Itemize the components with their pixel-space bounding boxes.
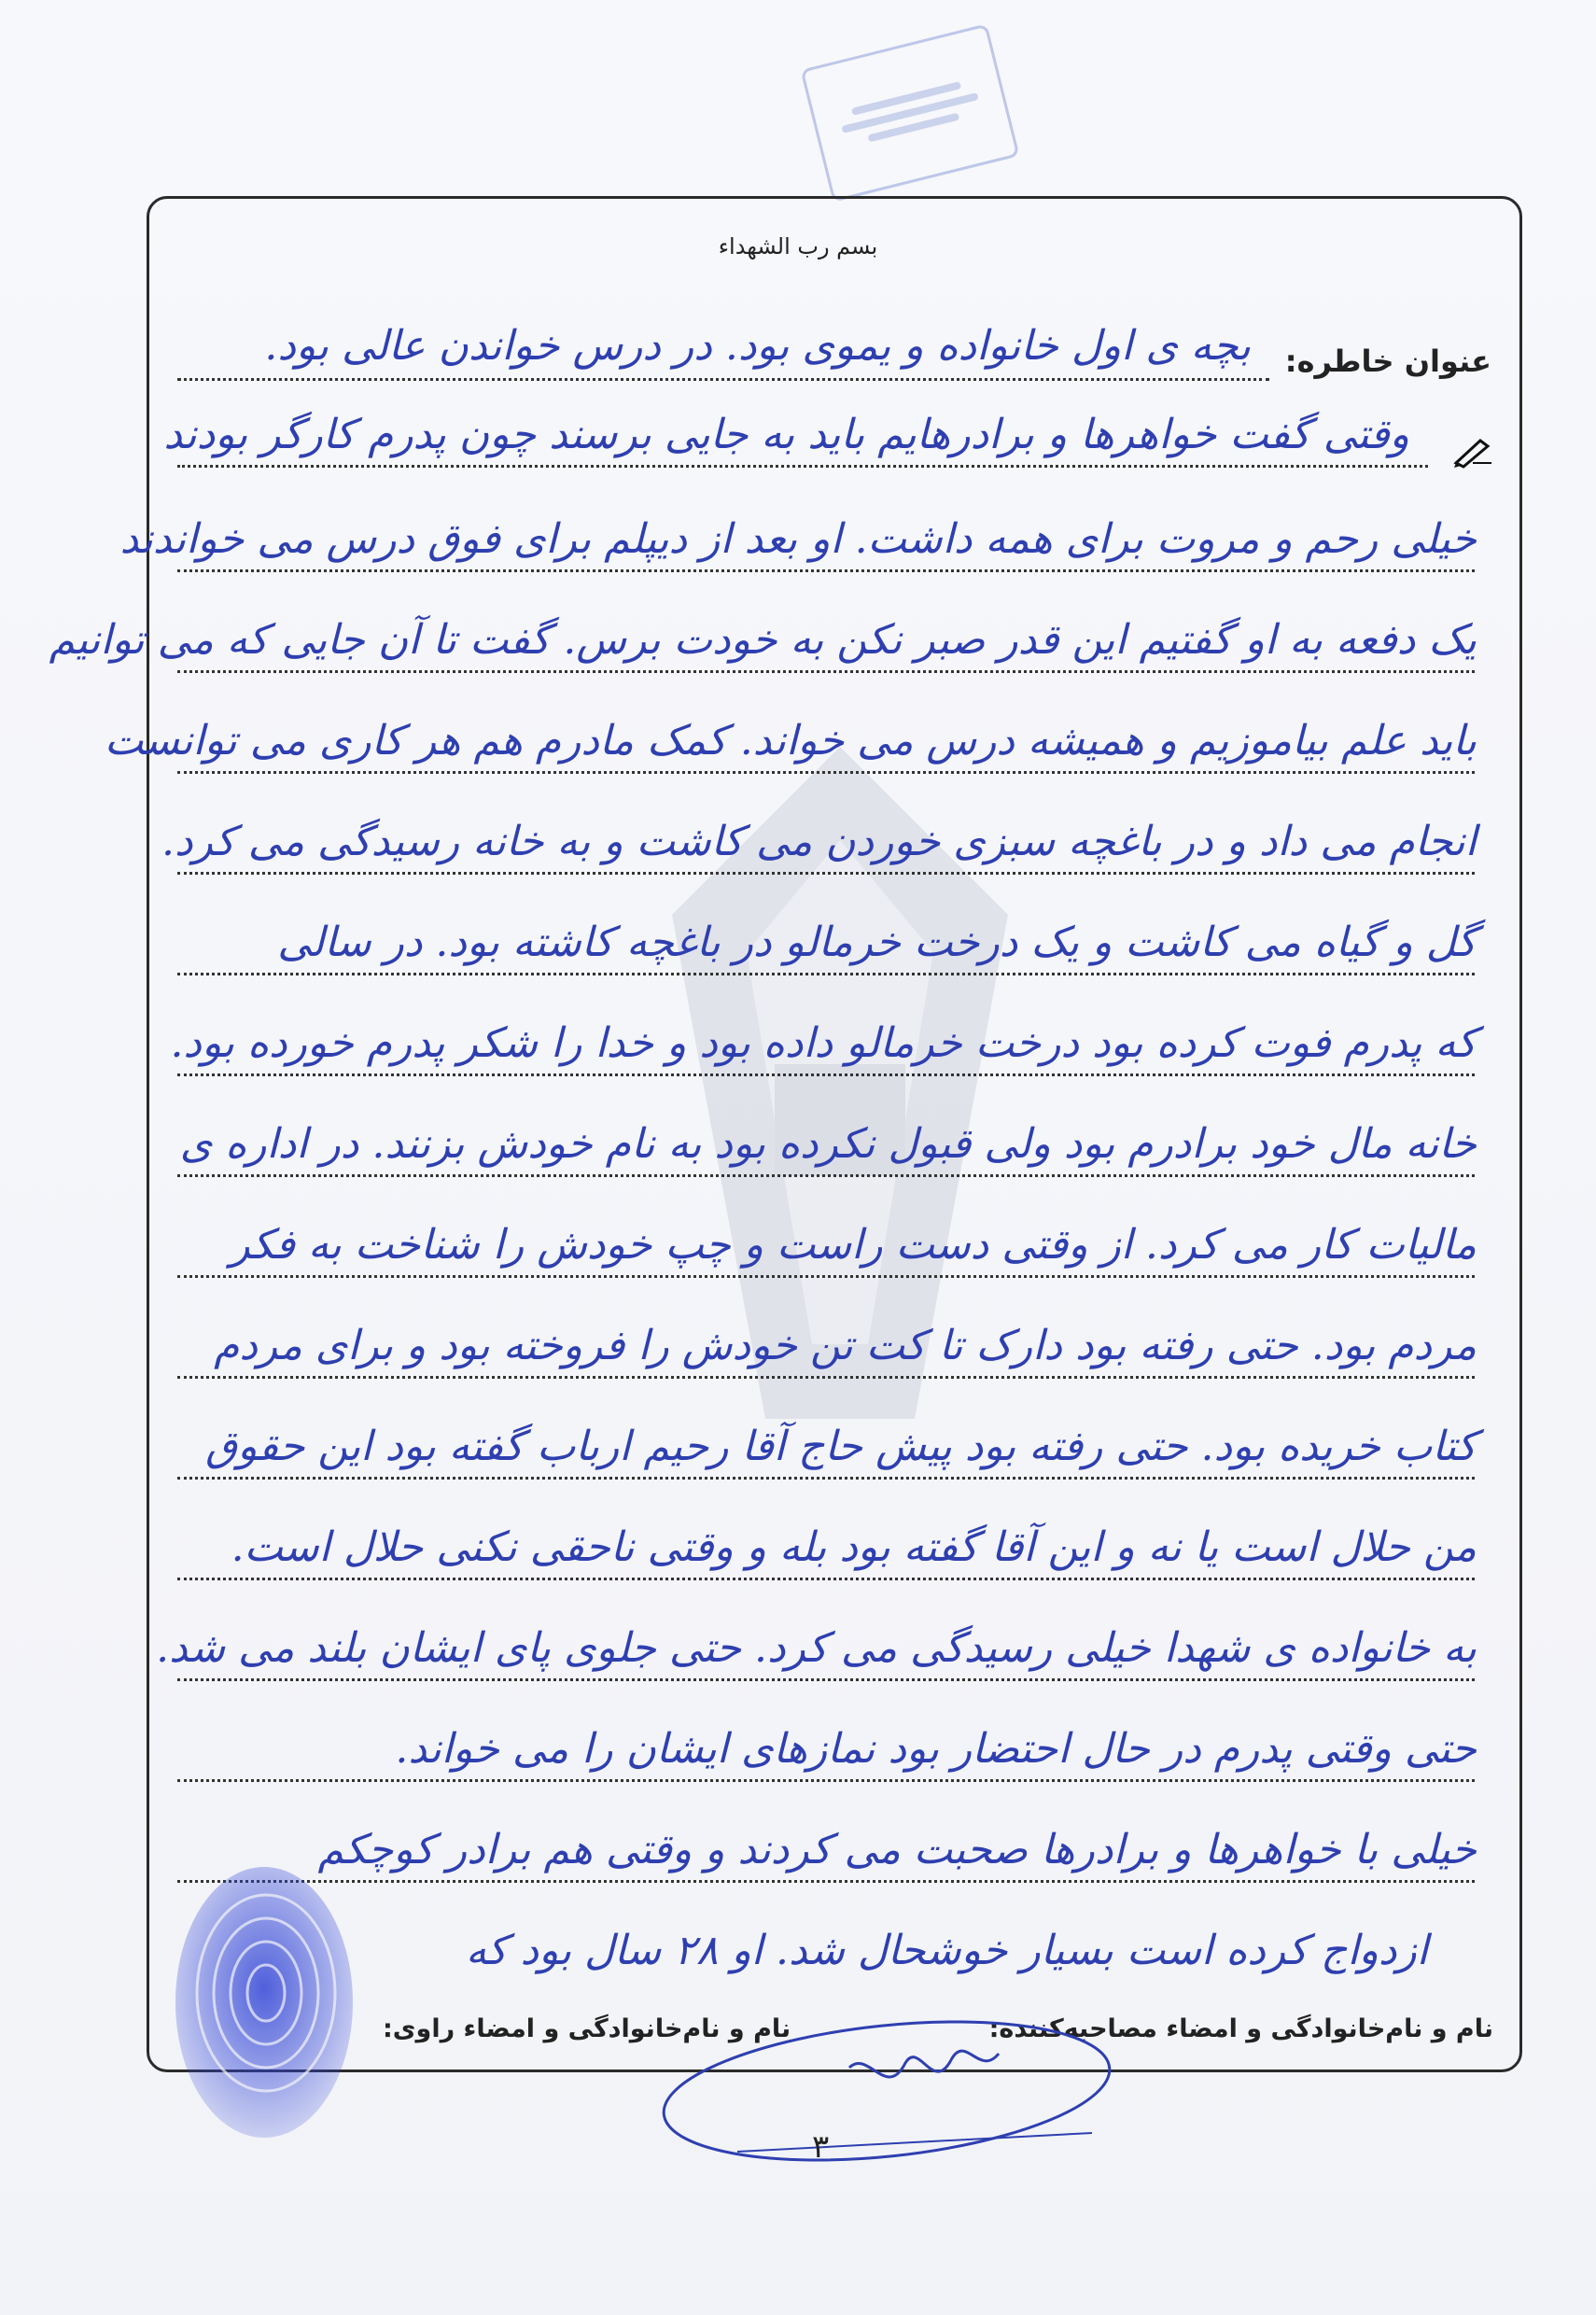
dotted-line-14 [177, 1779, 1475, 1782]
memory-line-10: مردم بود. حتی رفته بود دارک تا کت تن خودش را فروخته بود و برای مردم [214, 1322, 1477, 1369]
memory-title-text: بچه ی اول خانواده و یموی بود. در درس خواندن عالی بود. [264, 322, 1251, 370]
memory-line-11: کتاب خریده بود. حتی رفته بود پیش حاج آقا رحیم ارباب گفته بود این حقوق [205, 1423, 1477, 1470]
fingerprint-mark [163, 1853, 364, 2142]
title-dotted-line [177, 378, 1269, 381]
memory-line-3: یک دفعه به او گفتیم این قدر صبر نکن به خودت برس. گفت تا آن جایی که می توانیم [49, 616, 1477, 664]
dotted-line-13 [177, 1678, 1475, 1681]
interviewer-signature-label: نام و نام‌خانوادگی و امضاء مصاحبه‌کننده: [988, 2014, 1493, 2043]
memory-line-6: گل و گیاه می کاشت و یک درخت خرمالو در باغچه کاشته بود. در سالی [277, 919, 1477, 966]
memory-line-5: انجام می داد و در باغچه سبزی خوردن می کاشت و به خانه رسیدگی می کرد. [161, 818, 1477, 865]
pen-icon [1452, 435, 1493, 469]
memory-line-12: من حلال است یا نه و این آقا گفته بود بله و وقتی ناحقی نکنی حلال است. [231, 1523, 1477, 1571]
dotted-line-6 [177, 973, 1475, 975]
dotted-line-3 [177, 670, 1475, 673]
dotted-line-8 [177, 1174, 1475, 1177]
memory-line-15: خیلی با خواهرها و برادرها صحبت می کردند و وقتی هم برادر کوچکم [317, 1826, 1477, 1873]
dotted-line-4 [177, 771, 1475, 774]
dotted-line-5 [177, 872, 1475, 875]
memory-line-7: که پدرم فوت کرده بود درخت خرمالو داده بود و خدا را شکر پدرم خورده بود. [170, 1019, 1477, 1067]
memory-line-9: مالیات کار می کرد. از وقتی دست راست و چپ خودش را شناخت به فکر [230, 1221, 1477, 1269]
memory-title-label: عنوان خاطره: [1284, 344, 1491, 379]
dotted-line-12 [177, 1578, 1475, 1580]
memory-line-13: به خانواده ی شهدا خیلی رسیدگی می کرد. حتی جلوی پای ایشان بلند می شد. [156, 1624, 1477, 1672]
dotted-line-15 [177, 1880, 1475, 1883]
dotted-line-1 [177, 465, 1428, 468]
interviewer-signature [653, 2012, 1139, 2180]
dotted-line-2 [177, 569, 1475, 572]
page-header-bismillah: بسم رب الشهداء [718, 233, 878, 260]
dotted-line-7 [177, 1073, 1475, 1076]
narrator-signature-label: نام و نام‌خانوادگی و امضاء راوی: [383, 2014, 791, 2043]
dotted-line-9 [177, 1275, 1475, 1278]
memory-line-4: باید علم بیاموزیم و همیشه درس می خواند. کمک مادرم هم هر کاری می توانست [104, 717, 1477, 765]
memory-line-1: وقتی گفت خواهرها و برادرهایم باید به جایی برسند چون پدرم کارگر بودند [163, 411, 1409, 458]
page-number: ۳ [812, 2128, 830, 2166]
memory-line-14: حتی وقتی پدرم در حال احتضار بود نمازهای ایشان را می خواند. [395, 1725, 1477, 1773]
memory-line-8: خانه مال خود برادرم بود ولی قبول نکرده بود به نام خودش بزنند. در اداره ی [179, 1120, 1477, 1168]
memory-line-2: خیلی رحم و مروت برای همه داشت. او بعد از دیپلم برای فوق درس می خواندند [119, 515, 1477, 563]
dotted-line-11 [177, 1477, 1475, 1480]
dotted-line-10 [177, 1376, 1475, 1379]
memory-line-16: ازدواج کرده است بسیار خوشحال شد. او ۲۸ سال بود که [465, 1927, 1428, 1974]
